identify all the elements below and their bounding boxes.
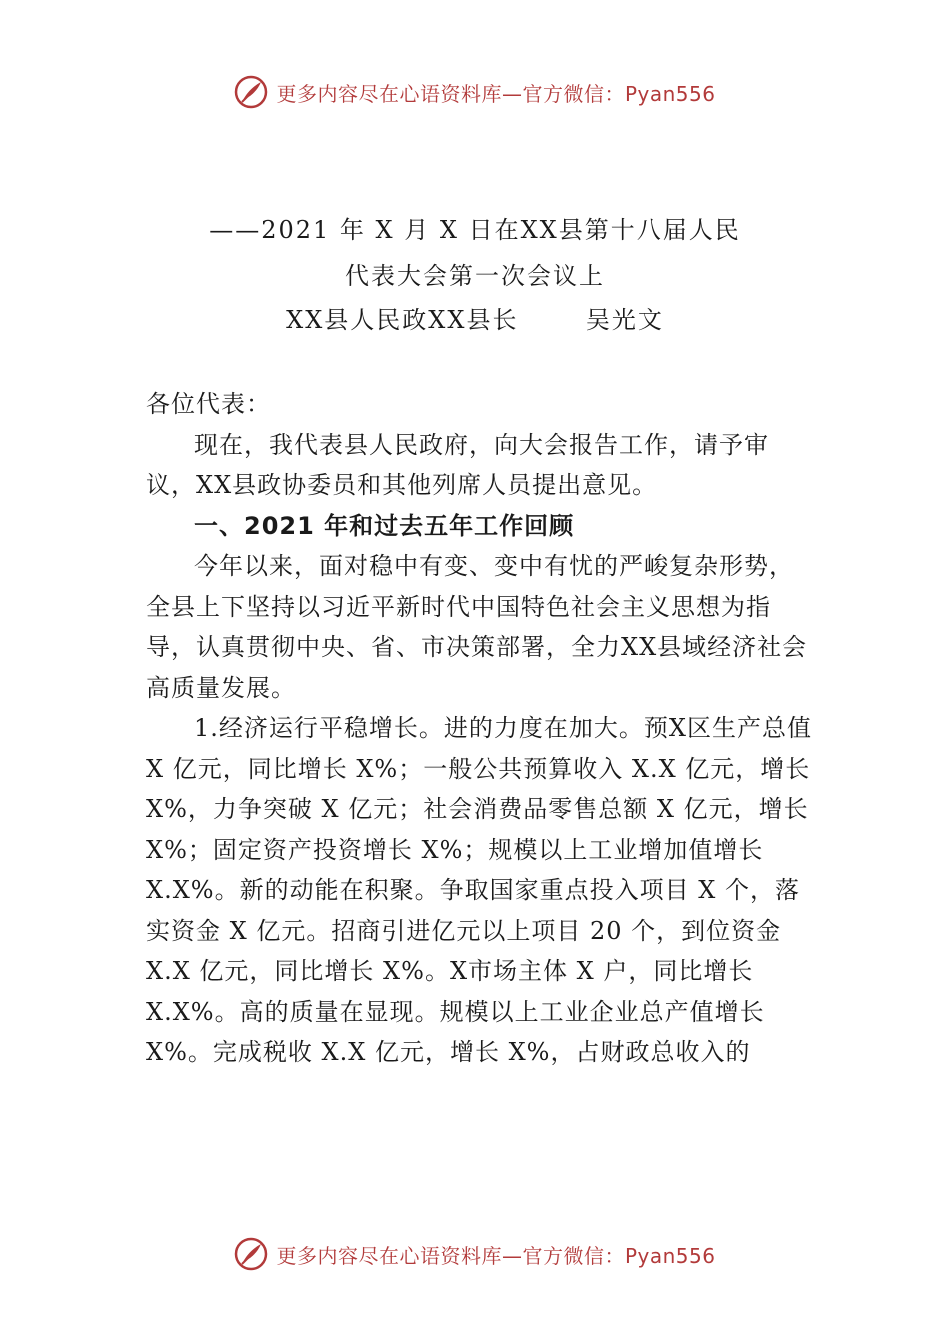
paragraph-economy: 1.经济运行平稳增长。进的力度在加大。预X区生产总值 X 亿元，同比增长 X%；一般公共预算收入 X.X 亿元，增长 X%，力争突破 X 亿元；社会消费品零售总额 X 亿元，增长 X%；固定资产投资增长 X%；规模以上工业增加值增长 X.X%。新的动能在积聚。争取国家重点投入项目 X 个，落实资金 X 亿元。招商引进亿元以上项目 20 个，到位资金 X.X 亿元，同比增长 X%。X市场主体 X 户，同比增长 X.X%。高的质量在显现。规模以上工业企业总产值增长 X%。完成税收 X.X 亿元，增长 X%，占财政总收入的 [146, 714, 812, 1066]
subtitle-line-2: 代表大会第一次会议上 [345, 262, 605, 290]
document-body [146, 384, 816, 1073]
watermark-banner-top [0, 70, 950, 114]
intro-paragraph: 现在，我代表县人民政府，向大会报告工作，请予审议，XX县政协委员和其他列席人员提出意见。 [146, 430, 769, 499]
paragraph-overview: 今年以来，面对稳中有变、变中有忧的严峻复杂形势，全县上下坚持以习近平新时代中国特色社会主义思想为指导，认真贯彻中央、省、市决策部署，全力XX县域经济社会高质量发展。 [146, 552, 808, 702]
quill-logo-icon [234, 1237, 268, 1271]
watermark-banner-bottom [0, 1232, 950, 1276]
author-line: XX县人民政XX县长 吴光文 [286, 306, 664, 334]
section-heading: 一、2021 年和过去五年工作回顾 [194, 511, 575, 540]
quill-logo-icon [234, 75, 268, 109]
watermark-text: 更多内容尽在心语资料库—官方微信：Pyan556 [276, 81, 716, 106]
salutation: 各位代表： [146, 390, 271, 418]
subtitle-line-1: ——2021 年 X 月 X 日在XX县第十八届人民 [209, 216, 741, 244]
watermark-text: 更多内容尽在心语资料库—官方微信：Pyan556 [276, 1243, 716, 1268]
